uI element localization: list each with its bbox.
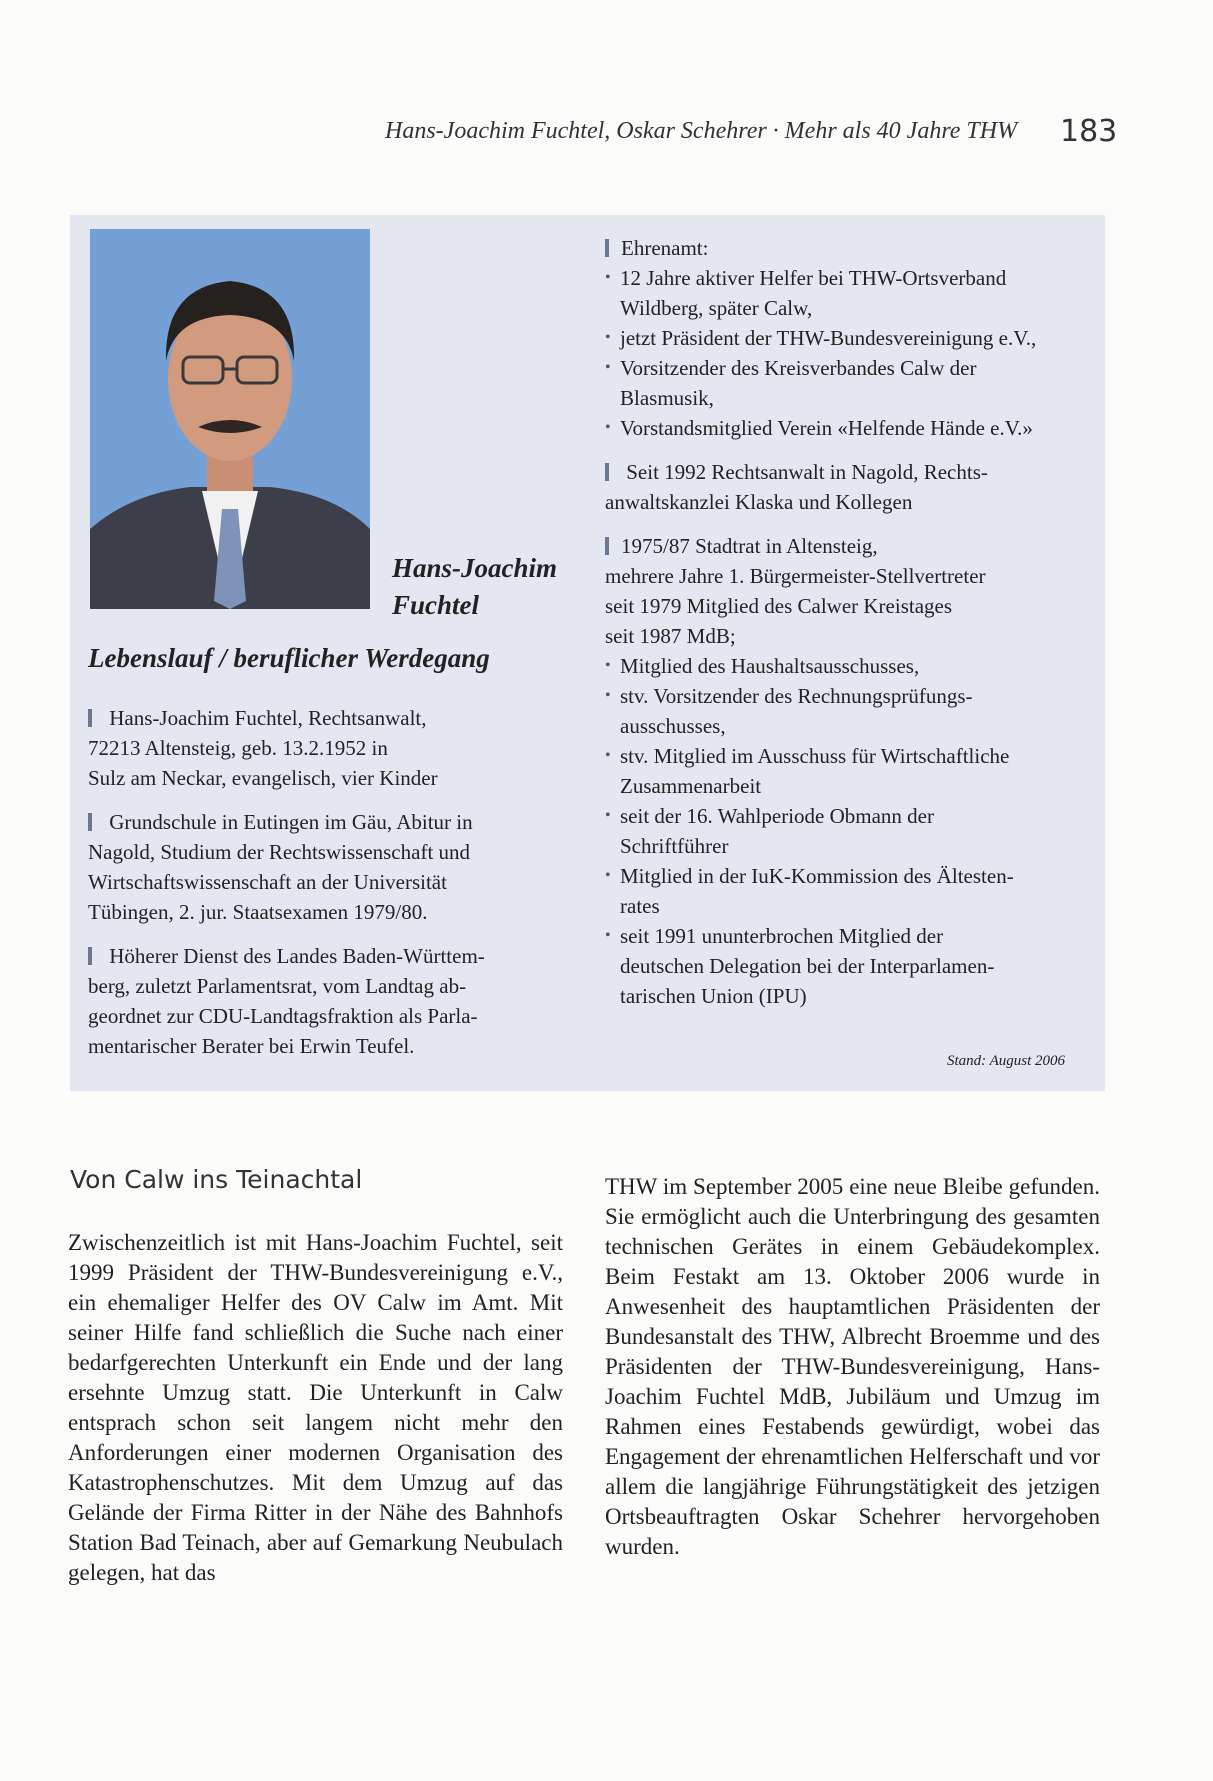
cv-line: Wirtschaftswissenschaft an der Universität bbox=[88, 870, 447, 894]
cv-line: geordnet zur CDU-Landtagsfraktion als Parla- bbox=[88, 1004, 478, 1028]
cv-line: Höherer Dienst des Landes Baden-Württem- bbox=[109, 944, 485, 968]
list-line: Wildberg, später Calw, bbox=[620, 296, 813, 320]
stand-date: Stand: August 2006 bbox=[946, 1053, 1065, 1069]
cv-block-career bbox=[88, 941, 528, 1061]
list-item bbox=[605, 353, 1085, 413]
running-title: Hans-Joachim Fuchtel, Oskar Schehrer · Mehr als 40 Jahre THW bbox=[385, 118, 1018, 144]
ehrenamt-block bbox=[605, 233, 1085, 443]
cv-line: Tübingen, 2. jur. Staatsexamen 1979/80. bbox=[88, 900, 428, 924]
list-line: Mitglied in der IuK-Kommission des Ältesten- bbox=[620, 864, 1014, 888]
list-line: seit der 16. Wahlperiode Obmann der bbox=[620, 804, 934, 828]
list-item bbox=[605, 861, 1085, 921]
list-item bbox=[605, 801, 1085, 861]
cv-heading: Lebenslauf / beruflicher Werdegang bbox=[88, 643, 490, 673]
portrait-illustration bbox=[90, 229, 370, 609]
list-line: Blasmusik, bbox=[620, 386, 714, 410]
list-line: deutschen Delegation bei der Interparlamen- bbox=[620, 954, 995, 978]
cv-block-personal bbox=[88, 703, 528, 793]
politik-block bbox=[605, 531, 1085, 1011]
name-line-1: Hans-Joachim bbox=[392, 553, 558, 583]
list-item bbox=[605, 921, 1085, 1011]
cv-line: 72213 Altensteig, geb. 13.2.1952 in bbox=[88, 736, 388, 760]
cv-line: Sulz am Neckar, evangelisch, vier Kinder bbox=[88, 766, 438, 790]
portrait-photo bbox=[90, 229, 370, 609]
biography-box bbox=[70, 215, 1105, 1091]
list-item bbox=[605, 741, 1085, 801]
cv-block-education bbox=[88, 807, 528, 927]
list-line: tarischen Union (IPU) bbox=[620, 984, 807, 1008]
article-column-2: THW im September 2005 eine neue Bleibe gefunden. Sie ermöglicht auch die Unterbringung des gesamten technischen Gerätes in einem Gebäudekomplex. Beim Festakt am 13. Oktober 2006 wurde in Anwesenheit des hauptamtlichen Präsidenten der Bundesanstalt des THW, Albrecht Broemme und des Präsidenten der THW-Bundesvereinigung, Hans-Joachim Fuchtel MdB, Jubiläum und Umzug im Rahmen eines Festabends gewürdigt, wobei das Engagement der ehrenamtlichen Helferschaft und vor allem die langjährige Führungstätigkeit des jetzigen Ortsbeauftragten Oskar Schehrer hervorgehoben wurden. bbox=[605, 1174, 1100, 1559]
ehrenamt-list bbox=[605, 263, 1085, 443]
list-line: Zusammenarbeit bbox=[620, 774, 762, 798]
cv-line: Nagold, Studium der Rechtswissenschaft und bbox=[88, 840, 471, 864]
list-item bbox=[605, 413, 1085, 443]
cv-line: Seit 1992 Rechtsanwalt in Nagold, Rechts- bbox=[626, 460, 988, 484]
list-item bbox=[605, 263, 1085, 323]
list-line: seit 1991 ununterbrochen Mitglied der bbox=[620, 924, 944, 948]
cv-line: Hans-Joachim Fuchtel, Rechtsanwalt, bbox=[109, 706, 427, 730]
list-line: ausschusses, bbox=[620, 714, 726, 738]
list-line: stv. Vorsitzender des Rechnungsprüfungs- bbox=[620, 684, 973, 708]
list-line: Vorsitzender des Kreisverbandes Calw der bbox=[620, 356, 977, 380]
list-item bbox=[605, 681, 1085, 741]
article-column-1: Zwischenzeitlich ist mit Hans-Joachim Fuchtel, seit 1999 Präsident der THW-Bundesvereinigung e.V., ein ehemaliger Helfer des OV Calw im Amt. Mit seiner Hilfe fand schließlich die Suche nach einer bedarfgerechten Unterkunft ein Ende und der lang ersehnte Umzug statt. Die Unterkunft in Calw entsprach schon seit langem nicht mehr den Anforderungen einer modernen Organisation des Katastrophenschutzes. Mit dem Umzug auf das Gelände der Firma Ritter in der Nähe des Bahnhofs Station Bad Teinach, aber auf Gemarkung Neubulach gelegen, hat das bbox=[68, 1230, 563, 1585]
list-line: Vorstandsmitglied Verein «Helfende Hände e.V.» bbox=[620, 416, 1033, 440]
politik-line: mehrere Jahre 1. Bürgermeister-Stellvertreter bbox=[605, 564, 986, 588]
article-heading: Von Calw ins Teinachtal bbox=[70, 1165, 363, 1194]
name-line-2: Fuchtel bbox=[392, 590, 480, 620]
page-number: 183 bbox=[1060, 114, 1118, 149]
cv-left-column bbox=[88, 703, 528, 1075]
list-line: rates bbox=[620, 894, 660, 918]
name-caption bbox=[392, 550, 557, 624]
anwalt-block bbox=[605, 457, 1085, 517]
politik-list bbox=[605, 651, 1085, 1011]
list-line: jetzt Präsident der THW-Bundesvereinigung e.V., bbox=[620, 326, 1037, 350]
cv-line: berg, zuletzt Parlamentsrat, vom Landtag ab- bbox=[88, 974, 467, 998]
cv-right-column bbox=[605, 233, 1085, 1025]
politik-line: seit 1979 Mitglied des Calwer Kreistages bbox=[605, 594, 953, 618]
cv-line: mentarischer Berater bei Erwin Teufel. bbox=[88, 1034, 415, 1058]
politik-line: 1975/87 Stadtrat in Altensteig, bbox=[605, 531, 1085, 561]
list-line: stv. Mitglied im Ausschuss für Wirtschaftliche bbox=[620, 744, 1010, 768]
cv-line: Grundschule in Eutingen im Gäu, Abitur in bbox=[109, 810, 473, 834]
list-line: Schriftführer bbox=[620, 834, 729, 858]
list-line: 12 Jahre aktiver Helfer bei THW-Ortsverband bbox=[620, 266, 1007, 290]
list-line: Mitglied des Haushaltsausschusses, bbox=[620, 654, 920, 678]
list-item bbox=[605, 323, 1085, 353]
list-item bbox=[605, 651, 1085, 681]
ehrenamt-heading: Ehrenamt: bbox=[605, 233, 1085, 263]
politik-line: seit 1987 MdB; bbox=[605, 624, 736, 648]
cv-line: anwaltskanzlei Klaska und Kollegen bbox=[605, 490, 913, 514]
